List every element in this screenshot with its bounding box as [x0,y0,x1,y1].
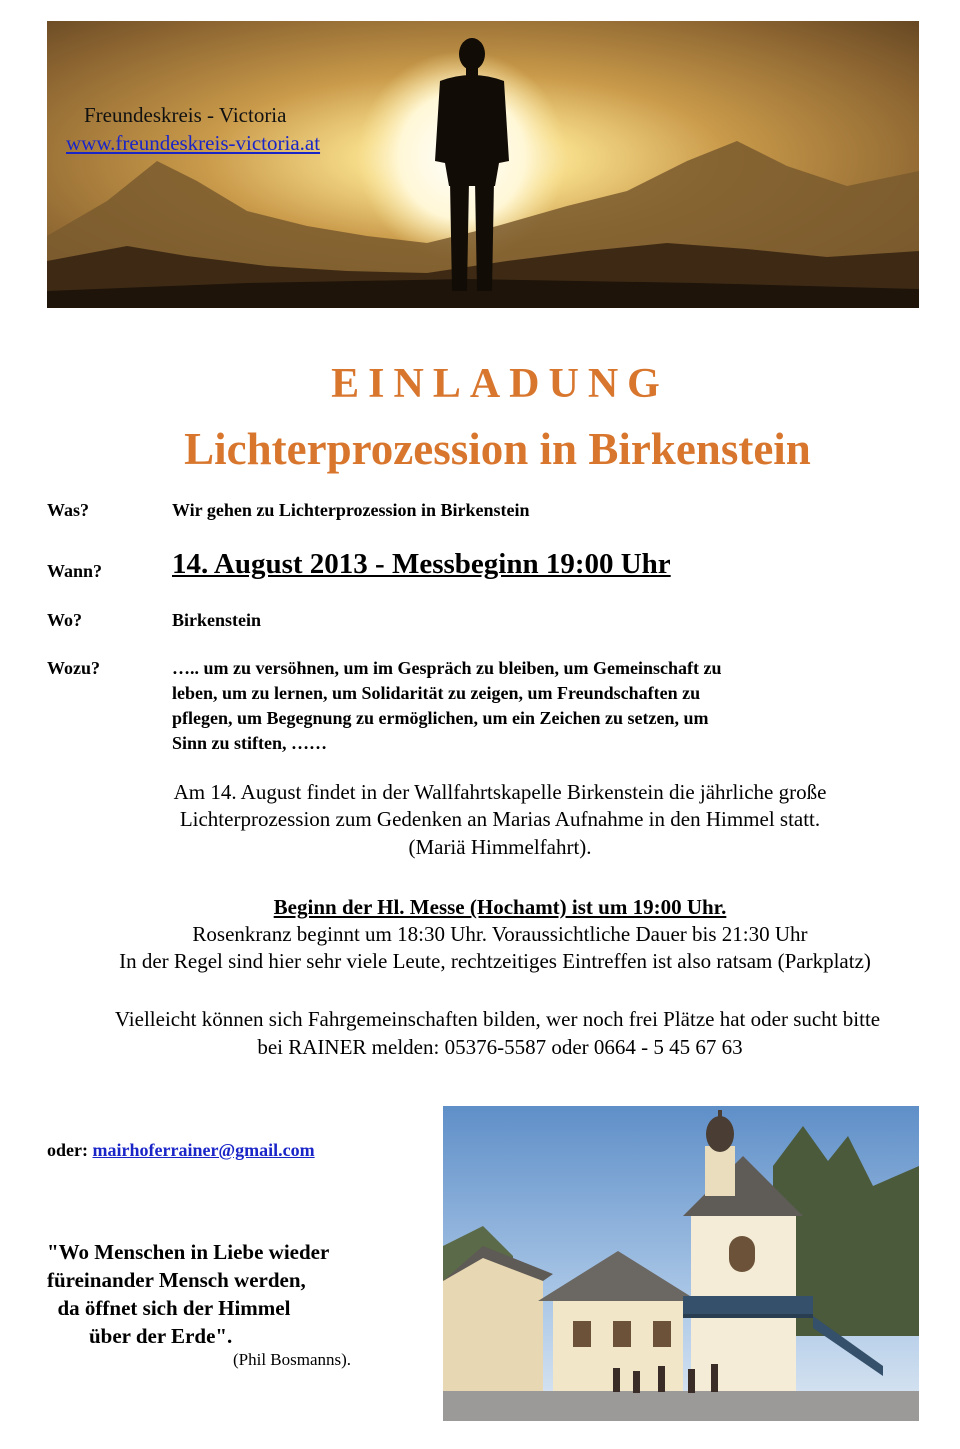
wozu-line: pflegen, um Begegnung zu ermöglichen, um ein Zeichen zu setzen, um [172,708,709,728]
wann-label: Wann? [47,561,103,581]
wozu-line: ….. um zu versöhnen, um im Gespräch zu bleiben, um Gemeinschaft zu [172,658,722,678]
wozu-label: Wozu? [47,658,101,678]
info-line: Am 14. August findet in der Wallfahrtskapelle Birkenstein die jährliche große [173,780,827,804]
sunset-silhouette-image [47,21,919,308]
chapel-photo [443,1106,919,1421]
page-subtitle: Lichterprozession in Birkenstein [184,424,811,474]
info-line: Lichterprozession zum Gedenken an Marias Aufnahme in den Himmel statt. [179,807,821,831]
info-line: In der Regel sind hier sehr viele Leute, rechtzeitiges Eintreffen ist also ratsam (Parkplatz) [119,949,871,973]
wo-label: Wo? [47,610,83,630]
quote-author: (Phil Bosmanns). [233,1350,352,1369]
wozu-line: leben, um zu lernen, um Solidarität zu zeigen, um Freundschaften zu [172,683,701,703]
email-line [47,1140,315,1161]
quote [47,1238,329,1350]
email-link[interactable]: mairhoferrainer@gmail.com [92,1140,315,1160]
info-line: Vielleicht können sich Fahrgemeinschaften bilden, wer noch frei Plätze hat oder sucht bitte [114,1007,881,1031]
page-title: EINLADUNG [331,361,669,407]
wann-value: 14. August 2013 - Messbeginn 19:00 Uhr [172,548,671,580]
wozu-text [172,656,722,756]
was-label: Was? [47,500,90,520]
mass-heading: Beginn der Hl. Messe (Hochamt) ist um 19:00 Uhr. [273,895,727,919]
info-line: Rosenkranz beginnt um 18:30 Uhr. Voraussichtliche Dauer bis 21:30 Uhr [192,922,808,946]
was-value: Wir gehen zu Lichterprozession in Birkenstein [172,500,530,520]
quote-line: da öffnet sich der Himmel [47,1296,291,1320]
info-line: (Mariä Himmelfahrt). [408,835,592,859]
org-website-link[interactable]: www.freundeskreis-victoria.at [66,131,321,155]
quote-line: füreinander Mensch werden, [47,1268,306,1292]
wozu-line: Sinn zu stiften, …… [172,733,328,753]
phone-line: bei RAINER melden: 05376-5587 oder 0664 - 5 45 67 63 [257,1035,743,1059]
header-photo [47,21,919,308]
quote-line: "Wo Menschen in Liebe wieder [47,1240,330,1264]
wo-value: Birkenstein [172,610,262,630]
quote-line: über der Erde". [47,1324,233,1348]
email-prefix: oder: [47,1140,93,1160]
chapel-image [443,1106,919,1421]
org-name: Freundeskreis - Victoria [84,103,287,127]
